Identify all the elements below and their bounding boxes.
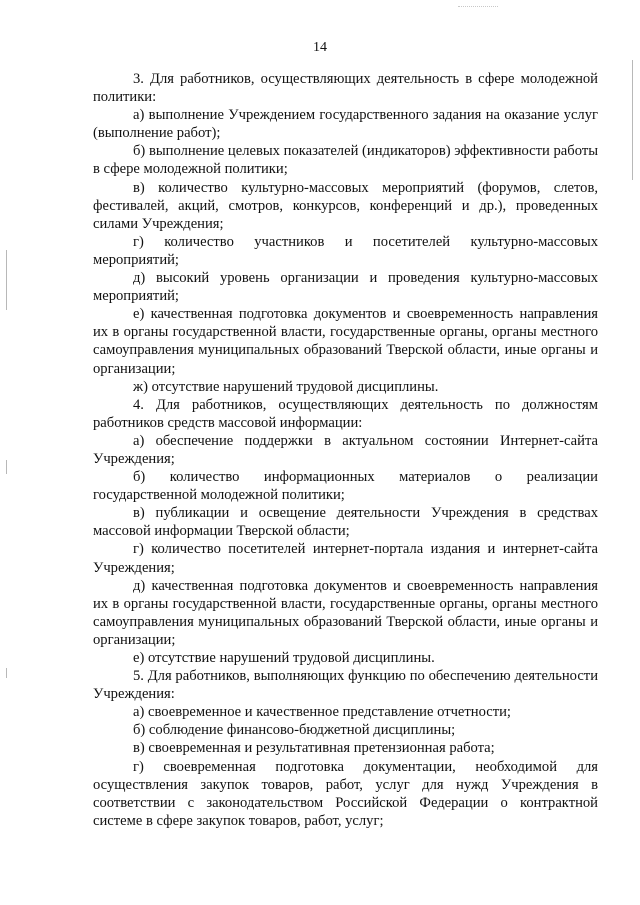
paragraph: а) обеспечение поддержки в актуальном состоянии Интернет-сайта Учреждения; — [93, 432, 598, 467]
paragraph: е) качественная подготовка документов и своевременность направления их в органы государственной власти, государственные органы, органы местного самоуправления муниципальных образований Тверской области, иные органы и организации; — [93, 306, 598, 377]
paragraph: ж) отсутствие нарушений трудовой дисциплины. — [133, 378, 439, 395]
paragraph: б) количество информационных материалов о реализации государственной молодежной политики; — [93, 469, 598, 504]
document-body — [93, 70, 598, 830]
paragraph: е) отсутствие нарушений трудовой дисциплины. — [133, 650, 435, 666]
scan-artifact-left-margin — [6, 460, 7, 474]
paragraph: б) выполнение целевых показателей (индикаторов) эффективности работы в сфере молодежной политики; — [93, 143, 598, 178]
paragraph: б) соблюдение финансово-бюджетной дисциплины; — [133, 722, 456, 739]
paragraph: г) своевременная подготовка документации, необходимой для осуществления закупок товаров, работ, услуг для нужд Учреждения в соответствии с законодательством Российской Федерации о контрактной системе в сфере закупок товаров, работ, услуг; — [93, 758, 598, 829]
paragraph: д) высокий уровень организации и проведения культурно-массовых мероприятий; — [93, 270, 598, 305]
scan-artifact-left-margin — [6, 668, 7, 678]
scan-artifact-left-margin — [6, 250, 7, 310]
paragraph: а) выполнение Учреждением государственного задания на оказание услуг (выполнение работ); — [93, 107, 598, 142]
paragraph: 5. Для работников, выполняющих функцию по обеспечению деятельности Учреждения: — [93, 668, 598, 703]
scan-artifact-top — [458, 6, 498, 8]
paragraph: в) количество культурно-массовых мероприятий (форумов, слетов, фестивалей, акций, смотров, конкурсов, конференций и др.), проведенных силами Учреждения; — [93, 179, 598, 232]
paragraph: в) своевременная и результативная претензионная работа; — [133, 740, 495, 757]
scan-artifact-right-margin — [632, 60, 633, 180]
page-number: 14 — [313, 40, 327, 55]
paragraph: 3. Для работников, осуществляющих деятельность в сфере молодежной политики: — [93, 71, 598, 106]
paragraph: а) своевременное и качественное представление отчетности; — [133, 704, 511, 721]
paragraph: г) количество участников и посетителей культурно-массовых мероприятий; — [93, 233, 598, 268]
paragraph: д) качественная подготовка документов и своевременность направления их в органы государственной власти, государственные органы, органы местного самоуправления муниципальных образований Тверской области, иные органы и организации; — [93, 577, 598, 648]
paragraph: 4. Для работников, осуществляющих деятельность по должностям работников средств массовой информации: — [93, 396, 598, 431]
paragraph: г) количество посетителей интернет-портала издания и интернет-сайта Учреждения; — [93, 541, 598, 576]
paragraph: в) публикации и освещение деятельности Учреждения в средствах массовой информации Тверской области; — [93, 505, 598, 540]
